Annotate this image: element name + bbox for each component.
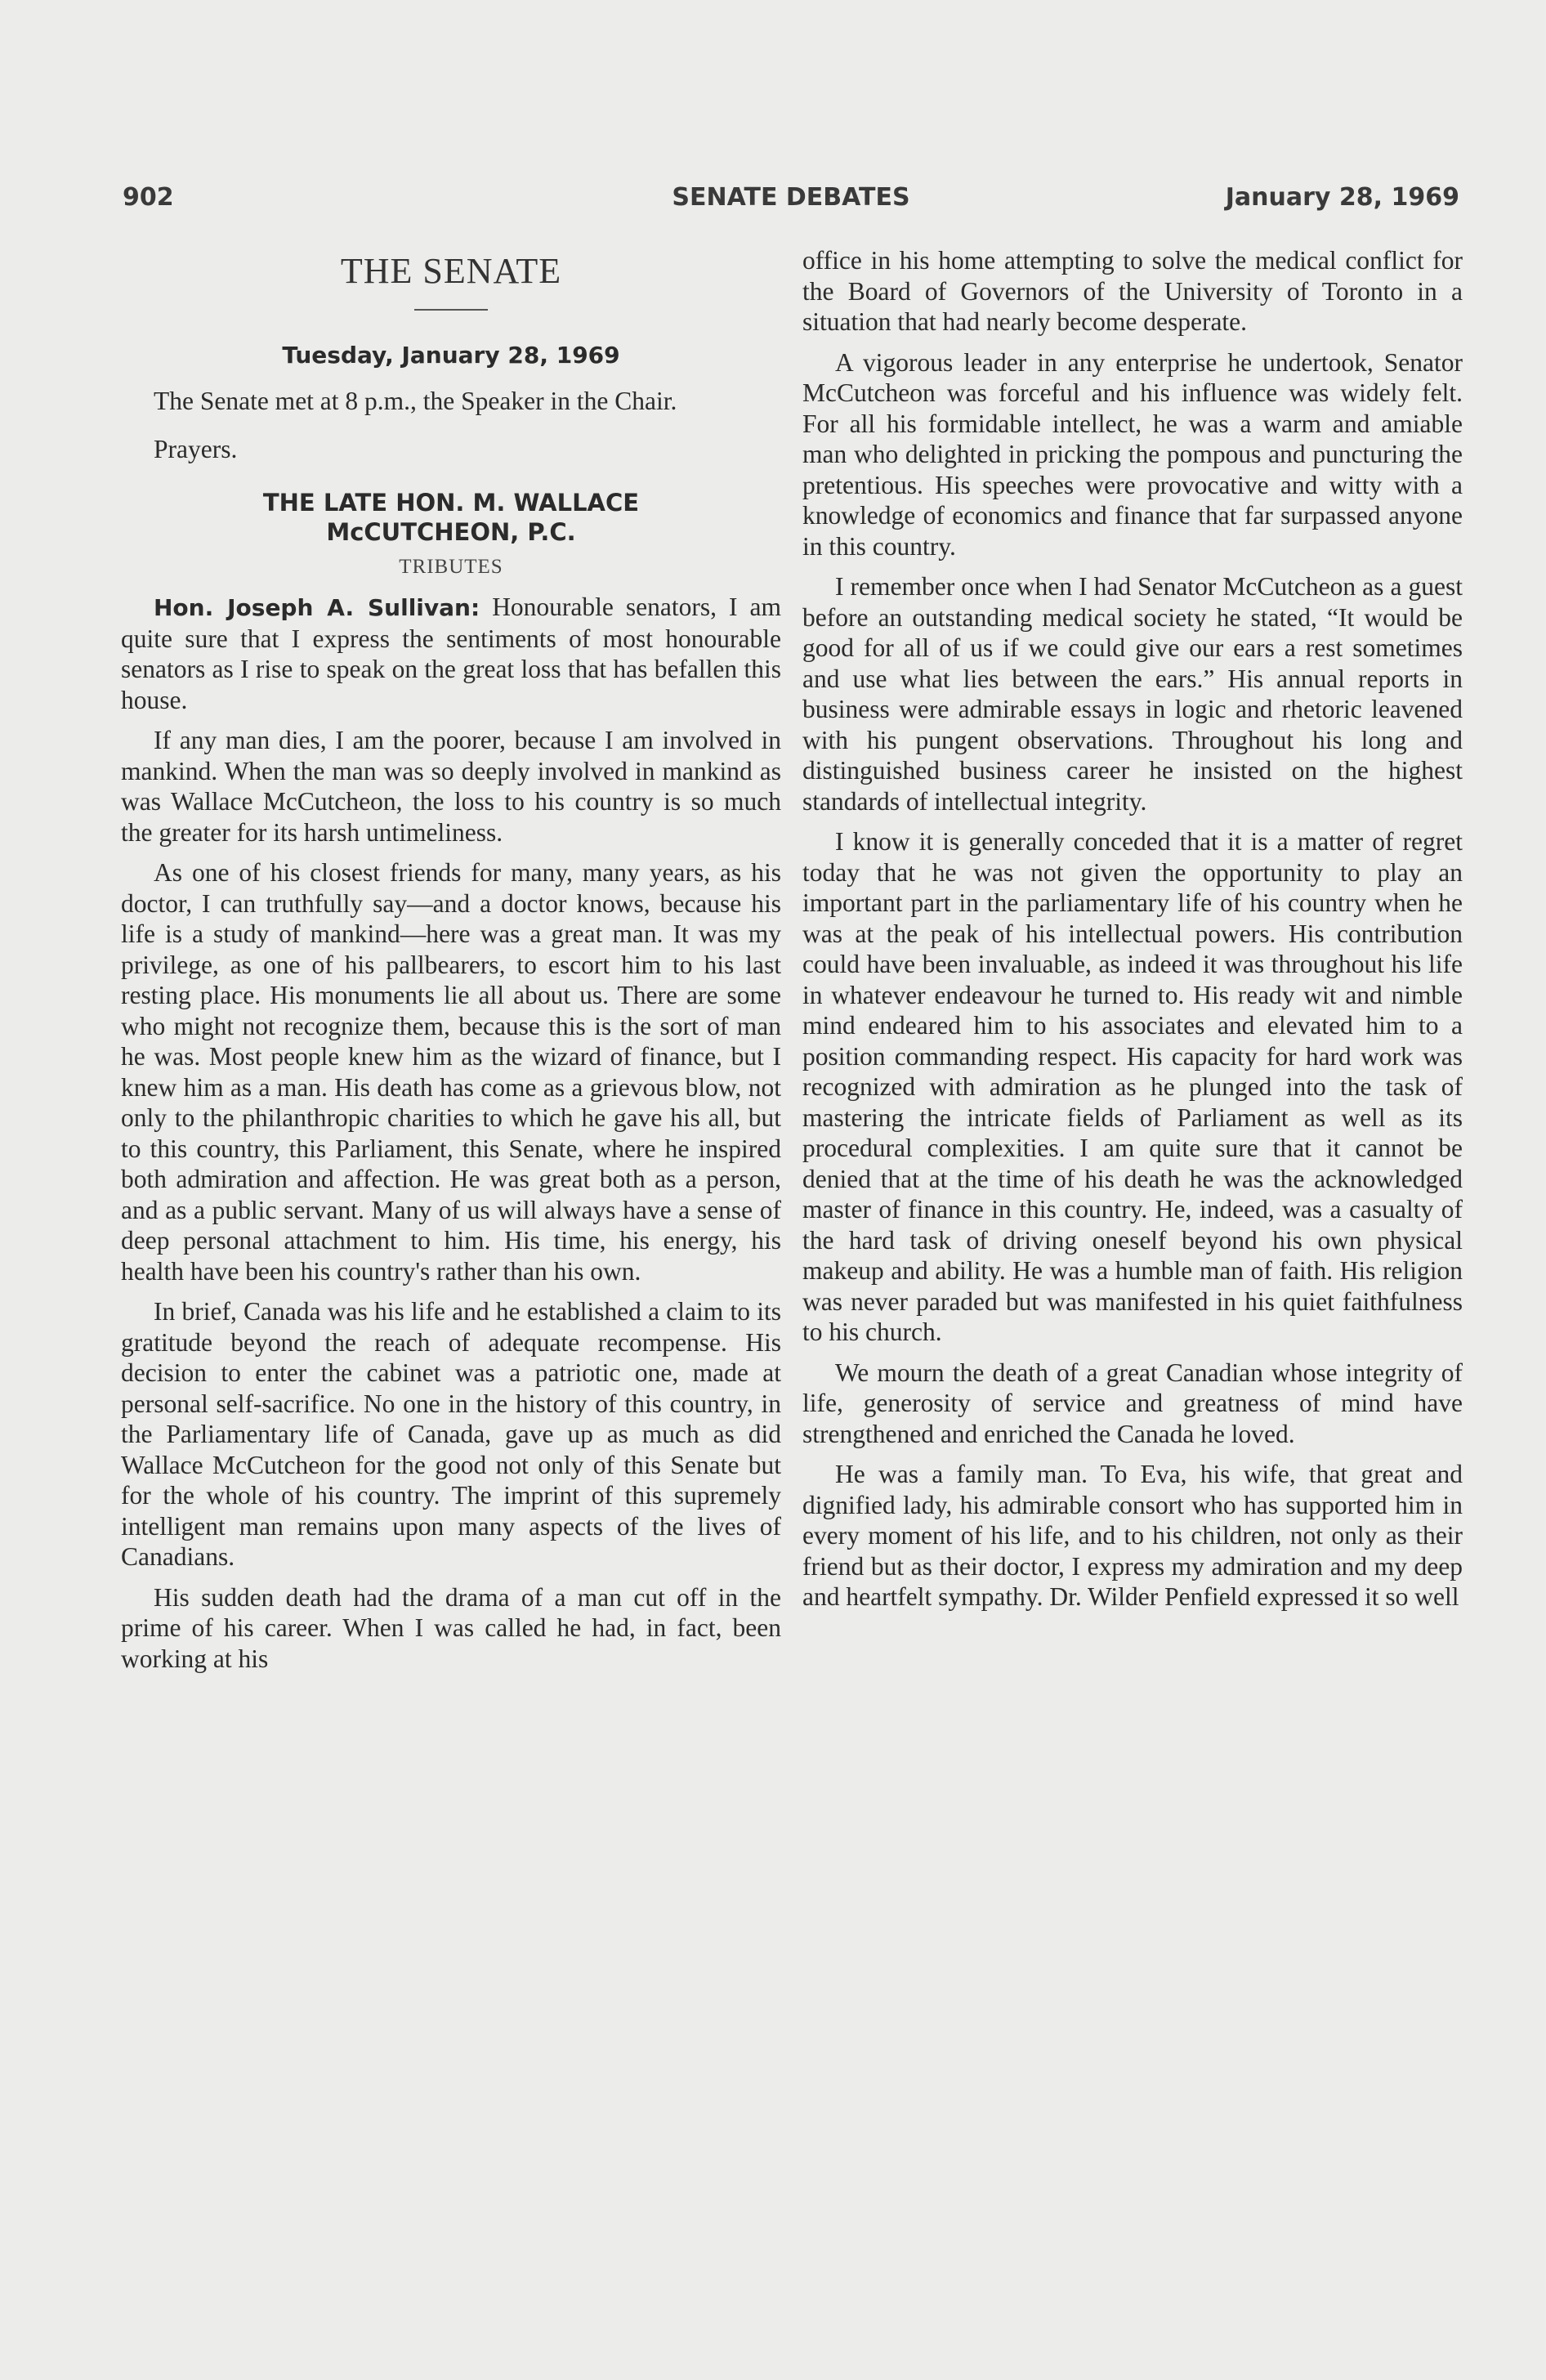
senate-title: THE SENATE bbox=[340, 251, 562, 291]
paragraph: A vigorous leader in any enterprise he undertook, Senator McCutcheon was forceful and his influence was widely felt. For all his formidable intellect, he was a warm and amiable man who delighted in pricking the pompous and puncturing the pretentious. His speeches were provocative and witty with a knowledge of economics and finance that far surpassed anyone in this country. bbox=[802, 347, 1463, 561]
paragraph: As one of his closest friends for many, many years, as his doctor, I can truthfully say—and a doctor knows, because his life is a study of mankind—here was a great man. It was my privilege, as one of his pallbearers, to escort him to his last resting place. His monuments lie all about us. There are some who might not recognize them, because this is the sort of man he was. Most people knew him as the wizard of finance, but I knew him as a man. His death has come as a grievous blow, not only to the philanthropic charities to which he gave his all, but to this country, this Parliament, this Senate, where he inspired both admiration and affection. He was great both as a person, and as a public servant. Many of us will always have a sense of deep personal attachment to him. His time, his energy, his health have been his country's rather than his own. bbox=[121, 858, 781, 1286]
divider-rule bbox=[414, 309, 488, 311]
paragraph: In brief, Canada was his life and he established a claim to its gratitude beyond the reach of adequate recompense. His decision to enter the cabinet was a patriotic one, made at personal self-sacrifice. No one in the history of this country, in the Parliamentary life of Canada, gave up as much as did Wallace McCutcheon for the good not only of this Senate but for the whole of his country. The imprint of this supremely intelligent man remains upon many aspects of the lives of Canadians. bbox=[121, 1297, 781, 1571]
sitting-date: Tuesday, January 28, 1969 bbox=[282, 342, 620, 369]
paragraph: I remember once when I had Senator McCutcheon as a guest before an outstanding medical society he stated, “It would be good for all of us if we could give our ears a rest sometimes and use what lies between the ears.” His annual reports in business were admirable essays in logic and rhetoric leavened with his pungent observations. Throughout his long and distinguished business career he insisted on the highest standards of intellectual integrity. bbox=[802, 572, 1463, 816]
publication-title: SENATE DEBATES bbox=[672, 183, 910, 212]
tribute-heading bbox=[121, 488, 781, 547]
paragraph: office in his home attempting to solve the medical conflict for the Board of Governors of the University of Toronto in a situation that had nearly become desperate. bbox=[802, 246, 1463, 336]
speaker-name: Hon. Joseph A. Sullivan: bbox=[154, 594, 480, 621]
paragraph: His sudden death had the drama of a man cut off in the prime of his career. When I was called he had, in fact, been working at his bbox=[121, 1582, 781, 1673]
paragraph: If any man dies, I am the poorer, because I am involved in mankind. When the man was so deeply involved in mankind as was Wallace McCutcheon, the loss to his country is so much the greater for its harsh untimeliness. bbox=[121, 726, 781, 847]
left-column bbox=[121, 245, 781, 1684]
paragraph: We mourn the death of a great Canadian whose integrity of life, generosity of service and greatness of mind have strengthened and enriched the Canada he loved. bbox=[802, 1358, 1463, 1448]
right-column bbox=[802, 245, 1463, 1622]
prayers: Prayers. bbox=[154, 435, 238, 463]
tributes-subheading: TRIBUTES bbox=[399, 555, 503, 578]
page-number: 902 bbox=[123, 183, 174, 212]
paragraph: He was a family man. To Eva, his wife, that great and dignified lady, his admirable consort who has supported him in every moment of his life, and to his children, not only as their friend but as their doctor, I express my admiration and my deep and heartfelt sympathy. Dr. Wilder Penfield expressed it so well bbox=[802, 1460, 1463, 1611]
tribute-heading-line1: THE LATE HON. M. WALLACE bbox=[262, 488, 640, 517]
tribute-heading-line2: McCUTCHEON, P.C. bbox=[326, 517, 576, 546]
paragraph: I know it is generally conceded that it is a matter of regret today that he was not given the opportunity to play an important part in the parliamentary life of his country when he was at the peak of his intellectual powers. His contribution could have been invaluable, as indeed it was throughout his life in whatever endeavour he turned to. His ready wit and nimble mind endeared him to his associates and elevated him to a position commanding respect. His capacity for hard work was recognized with admiration as he plunged into the task of mastering the intricate fields of Parliament as well as its procedural complexities. I am quite sure that it cannot be denied that at the time of his death he was the acknowledged master of finance in this country. He, indeed, was a casualty of the hard task of driving oneself beyond his own physical makeup and ability. He was a humble man of faith. His religion was never paraded but was manifested in his quiet faithfulness to his church. bbox=[802, 827, 1463, 1346]
opening-statement: The Senate met at 8 p.m., the Speaker in the Chair. bbox=[154, 386, 677, 415]
paragraph-text: Honourable senators, I am quite sure that I express the sentiments of most honourable senators as I rise to speak on the great loss that has befallen this house. bbox=[121, 593, 781, 714]
header-date: January 28, 1969 bbox=[1225, 183, 1459, 212]
running-header bbox=[123, 183, 1459, 224]
paragraph bbox=[121, 592, 781, 715]
